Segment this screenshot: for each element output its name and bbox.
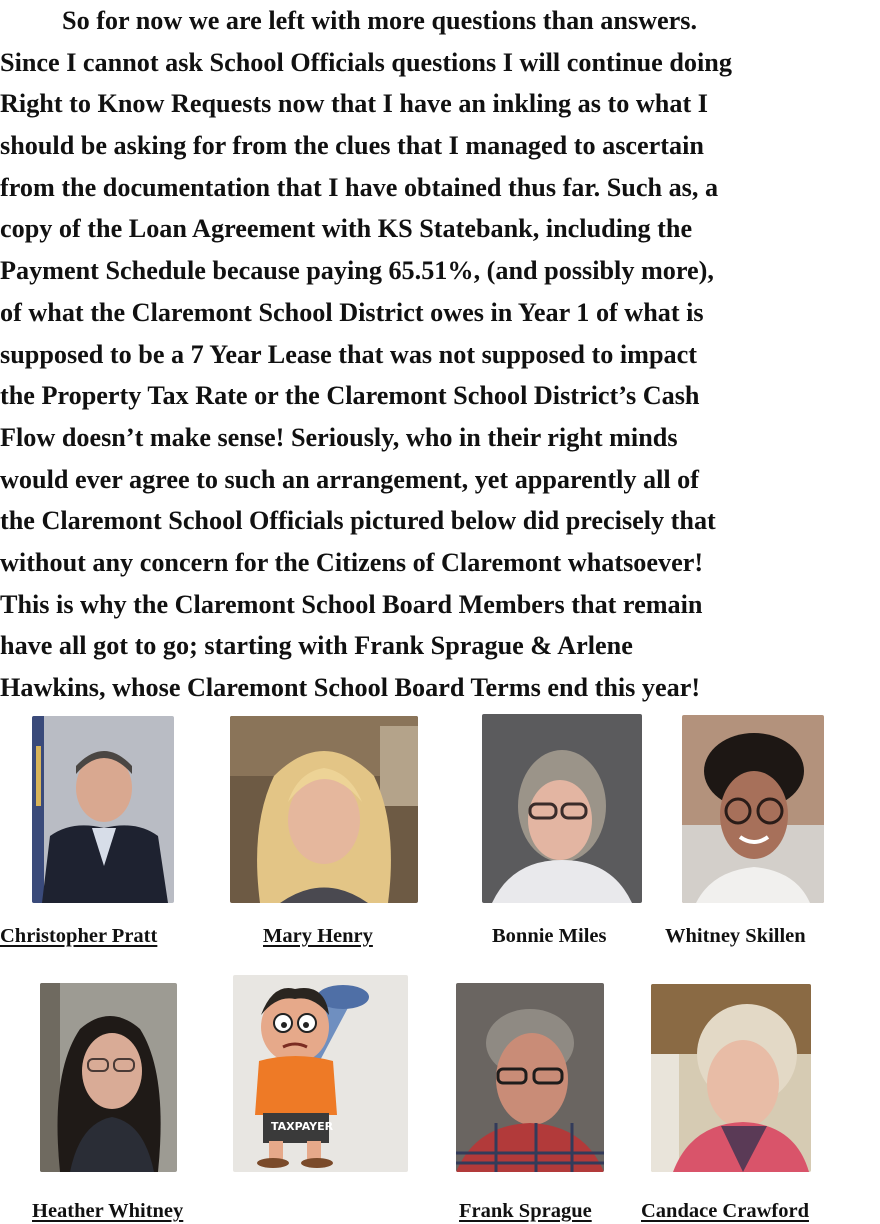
article-line: the Property Tax Rate or the Claremont School District’s Cash <box>0 381 700 411</box>
article-line: This is why the Claremont School Board Members that remain <box>0 589 703 619</box>
article-line: supposed to be a 7 Year Lease that was not supposed to impact <box>0 339 697 369</box>
article-line: would ever agree to such an arrangement, yet apparently all of <box>0 464 699 494</box>
article-line: the Claremont School Officials pictured below did precisely that <box>0 506 716 536</box>
taxpayer-cartoon-label: TAXPAYER <box>271 1120 334 1133</box>
caption-bonnie-miles: Bonnie Miles <box>492 925 607 947</box>
article-line: without any concern for the Citizens of Claremont whatsoever! <box>0 547 704 577</box>
photo-candace-crawford <box>651 984 811 1172</box>
photo-bonnie-miles <box>482 714 642 903</box>
caption-frank-sprague: Frank Sprague <box>459 1200 592 1222</box>
article-line: Flow doesn’t make sense! Seriously, who in their right minds <box>0 422 678 452</box>
photo-mary-henry <box>230 716 418 903</box>
photo-frank-sprague <box>456 983 604 1172</box>
article-line: Since I cannot ask School Officials questions I will continue doing <box>0 47 732 77</box>
article-line: should be asking for from the clues that I managed to ascertain <box>0 131 704 161</box>
article-line: from the documentation that I have obtained thus far. Such as, a <box>0 172 719 202</box>
photo-whitney-skillen <box>682 715 824 903</box>
caption-whitney-skillen: Whitney Skillen <box>665 925 806 947</box>
photo-heather-whitney <box>40 983 177 1172</box>
article-line: of what the Claremont School District owes in Year 1 of what is <box>0 297 704 327</box>
taxpayer-cartoon <box>233 975 408 1172</box>
photo-christopher-pratt <box>32 716 174 903</box>
article-line: Hawkins, whose Claremont School Board Terms end this year! <box>0 673 701 702</box>
article-line: So for now we are left with more questions than answers. <box>62 6 698 35</box>
article-line: copy of the Loan Agreement with KS Statebank, including the <box>0 214 693 244</box>
article-line: Payment Schedule because paying 65.51%, (and possibly more), <box>0 256 714 286</box>
article-line: have all got to go; starting with Frank Sprague & Arlene <box>0 631 633 661</box>
caption-candace-crawford: Candace Crawford <box>641 1200 809 1222</box>
article-line: Right to Know Requests now that I have an inkling as to what I <box>0 89 708 119</box>
caption-mary-henry: Mary Henry <box>263 925 373 947</box>
caption-heather-whitney: Heather Whitney <box>32 1200 184 1222</box>
caption-christopher-pratt: Christopher Pratt <box>0 925 158 947</box>
